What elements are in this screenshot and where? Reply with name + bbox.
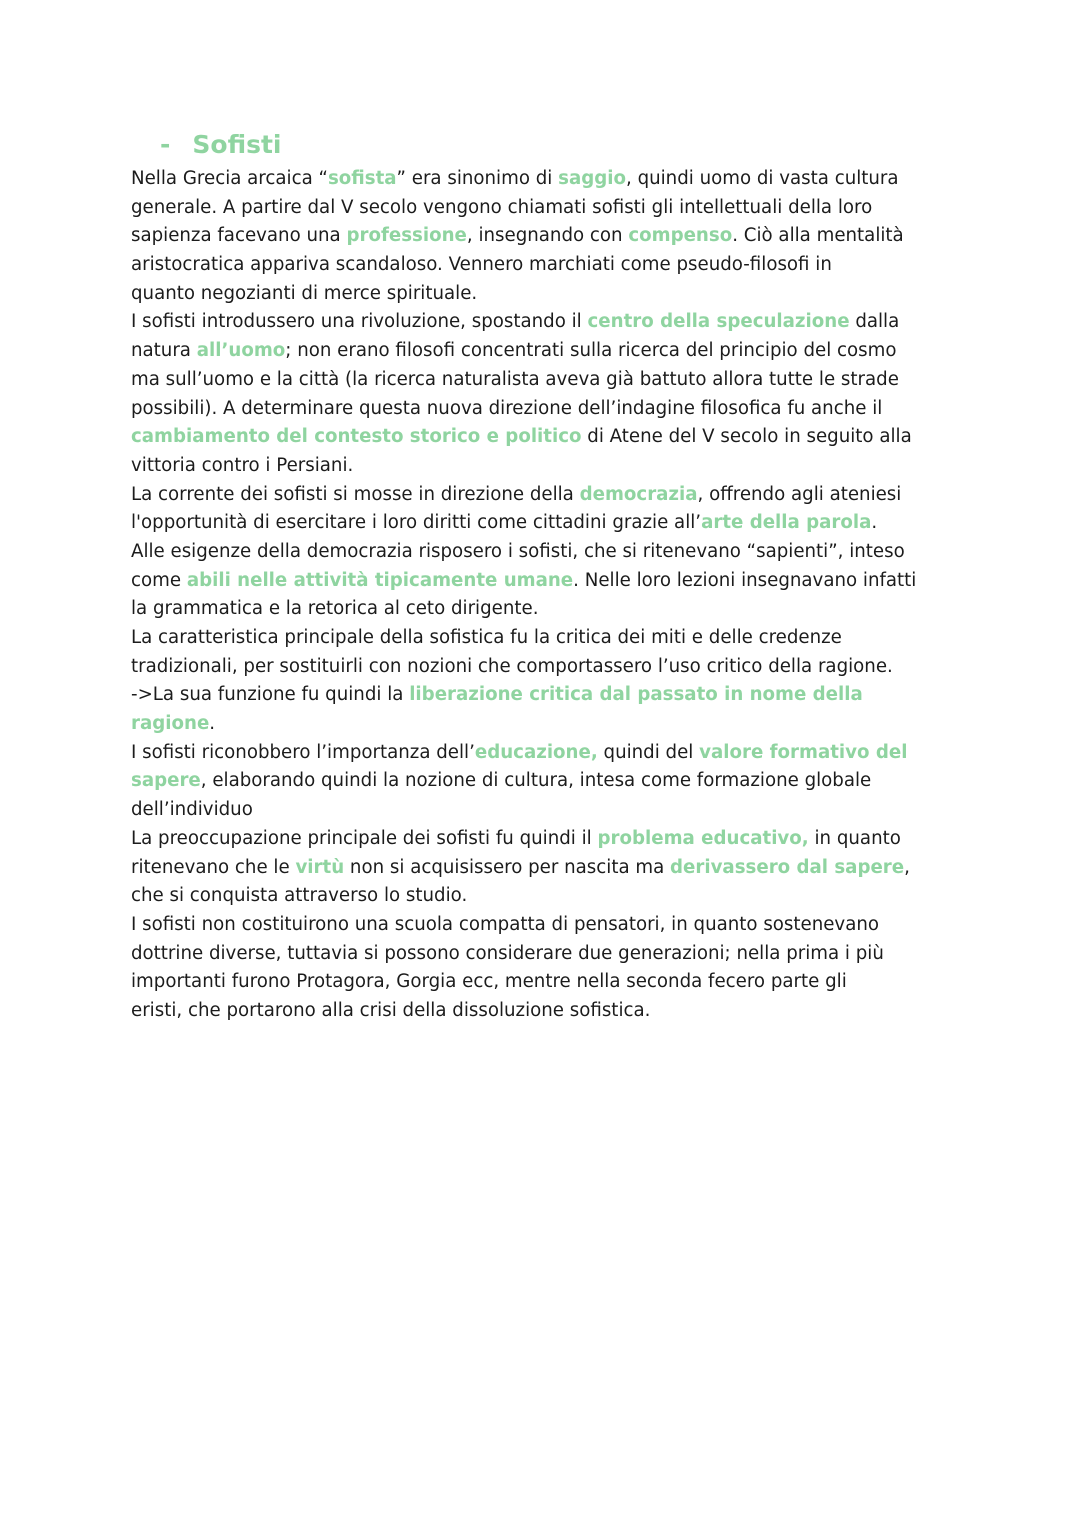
text-line xyxy=(131,825,961,854)
heading-title: Sofisti xyxy=(192,130,282,159)
text-segment: La corrente dei sofisti si mosse in direzione della xyxy=(131,483,580,505)
text-segment: ma sull’uomo e la città (la ricerca naturalista aveva già battuto allora tutte le strade xyxy=(131,368,899,390)
text-segment: quanto negozianti di merce spirituale. xyxy=(131,282,478,304)
text-segment: generale. A partire dal V secolo vengono chiamati sofisti gli intellettuali della loro xyxy=(131,196,873,218)
text-segment: , xyxy=(904,856,910,878)
text-line xyxy=(131,165,961,194)
text-segment: importanti furono Protagora, Gorgia ecc, mentre nella seconda fecero parte gli xyxy=(131,971,847,993)
highlighted-term: ragione xyxy=(131,713,210,735)
text-line xyxy=(131,395,961,424)
text-segment: ->La sua funzione fu quindi la xyxy=(131,684,410,706)
highlighted-term: professione xyxy=(346,225,467,247)
text-line xyxy=(131,280,961,309)
text-segment: tradizionali, per sostituirli con nozioni che comportassero l’uso critico della ragione. xyxy=(131,655,893,677)
text-segment: La caratteristica principale della sofistica fu la critica dei miti e delle credenze xyxy=(131,627,842,648)
highlighted-term: compenso xyxy=(628,225,733,247)
text-segment: , elaborando quindi la nozione di cultura, intesa come formazione globale xyxy=(200,770,872,792)
section-heading xyxy=(160,128,282,162)
text-segment: I sofisti non costituirono una scuola compatta di pensatori, in quanto sostenevano xyxy=(131,913,879,935)
text-segment: , insegnando con xyxy=(466,225,629,247)
text-line xyxy=(131,796,961,825)
text-segment: eristi, che portarono alla crisi della dissoluzione sofistica. xyxy=(131,999,651,1021)
highlighted-term: all’uomo xyxy=(196,340,286,362)
text-segment: dalla xyxy=(849,311,900,333)
highlighted-term: virtù xyxy=(295,856,345,878)
text-segment: . xyxy=(209,713,216,735)
text-segment: ritenevano che le xyxy=(131,856,296,878)
text-segment: di Atene del V secolo in seguito alla xyxy=(581,426,912,448)
text-segment: non si acquisissero per nascita ma xyxy=(344,856,671,878)
text-line xyxy=(131,624,961,653)
highlighted-term: liberazione critica dal passato in nome della xyxy=(409,684,863,706)
text-segment: natura xyxy=(131,340,197,362)
text-segment: ” era sinonimo di xyxy=(396,168,559,189)
text-segment: l'opportunità di esercitare i loro diritti come cittadini grazie all’ xyxy=(131,512,702,534)
text-segment: . Nelle loro lezioni insegnavano infatti xyxy=(573,569,917,591)
highlighted-term: saggio xyxy=(558,168,626,189)
text-line xyxy=(131,653,961,682)
highlighted-term: educazione, xyxy=(474,741,598,763)
text-line xyxy=(131,739,961,768)
text-line xyxy=(131,595,961,624)
text-line xyxy=(131,567,961,596)
text-line xyxy=(131,997,961,1026)
text-segment: che si conquista attraverso lo studio. xyxy=(131,885,468,907)
text-line xyxy=(131,968,961,997)
highlighted-term: abili nelle attività tipicamente umane xyxy=(186,569,574,591)
highlighted-term: arte della parola xyxy=(701,512,872,534)
text-segment: quindi del xyxy=(597,741,700,763)
text-segment: Nella Grecia arcaica “ xyxy=(131,168,328,189)
text-segment: vittoria contro i Persiani. xyxy=(131,454,354,476)
text-segment: . Ciò alla mentalità xyxy=(732,225,904,247)
text-segment: La preoccupazione principale dei sofisti fu quindi il xyxy=(131,827,598,849)
text-line xyxy=(131,911,961,940)
highlighted-term: valore formativo del xyxy=(699,741,908,763)
text-segment: , offrendo agli ateniesi xyxy=(697,483,902,505)
text-segment: dottrine diverse, tuttavia si possono considerare due generazioni; nella prima i più xyxy=(131,942,884,964)
highlighted-term: democrazia xyxy=(579,483,698,505)
text-line xyxy=(131,423,961,452)
text-line xyxy=(131,854,961,883)
text-line xyxy=(131,538,961,567)
text-segment: I sofisti riconobbero l’importanza dell’ xyxy=(131,741,475,763)
highlighted-term: sapere xyxy=(131,770,201,792)
text-segment: sapienza facevano una xyxy=(131,225,347,247)
text-segment: Alle esigenze della democrazia risposero i sofisti, che si ritenevano “sapienti”, inteso xyxy=(131,540,905,562)
document-body xyxy=(131,165,961,1026)
text-line xyxy=(131,452,961,481)
text-line xyxy=(131,251,961,280)
text-line xyxy=(131,337,961,366)
highlighted-term: sofista xyxy=(327,168,397,189)
text-line xyxy=(131,222,961,251)
highlighted-term: centro della speculazione xyxy=(587,311,850,333)
text-segment: dell’individuo xyxy=(131,799,253,821)
text-line xyxy=(131,194,961,223)
text-segment: ; non erano filosofi concentrati sulla ricerca del principio del cosmo xyxy=(285,340,897,362)
text-segment: in quanto xyxy=(808,827,901,849)
text-segment: possibili). A determinare questa nuova direzione dell’indagine filosofica fu anche il xyxy=(131,397,883,419)
text-line xyxy=(131,767,961,796)
text-line xyxy=(131,882,961,911)
text-line xyxy=(131,710,961,739)
text-segment: come xyxy=(131,569,187,591)
highlighted-term: derivassero dal sapere xyxy=(670,856,905,878)
text-line xyxy=(131,509,961,538)
text-line xyxy=(131,308,961,337)
highlighted-term: problema educativo, xyxy=(597,827,809,849)
text-line xyxy=(131,940,961,969)
text-segment: I sofisti introdussero una rivoluzione, spostando il xyxy=(131,311,588,333)
heading-bullet: - xyxy=(160,130,171,159)
text-segment: aristocratica appariva scandaloso. Vennero marchiati come pseudo-filosofi in xyxy=(131,254,832,276)
text-line xyxy=(131,366,961,395)
highlighted-term: cambiamento del contesto storico e politico xyxy=(131,426,582,448)
text-segment: . xyxy=(871,512,878,534)
text-line xyxy=(131,481,961,510)
text-line xyxy=(131,681,961,710)
text-segment: la grammatica e la retorica al ceto dirigente. xyxy=(131,598,539,620)
text-segment: , quindi uomo di vasta cultura xyxy=(626,168,899,189)
